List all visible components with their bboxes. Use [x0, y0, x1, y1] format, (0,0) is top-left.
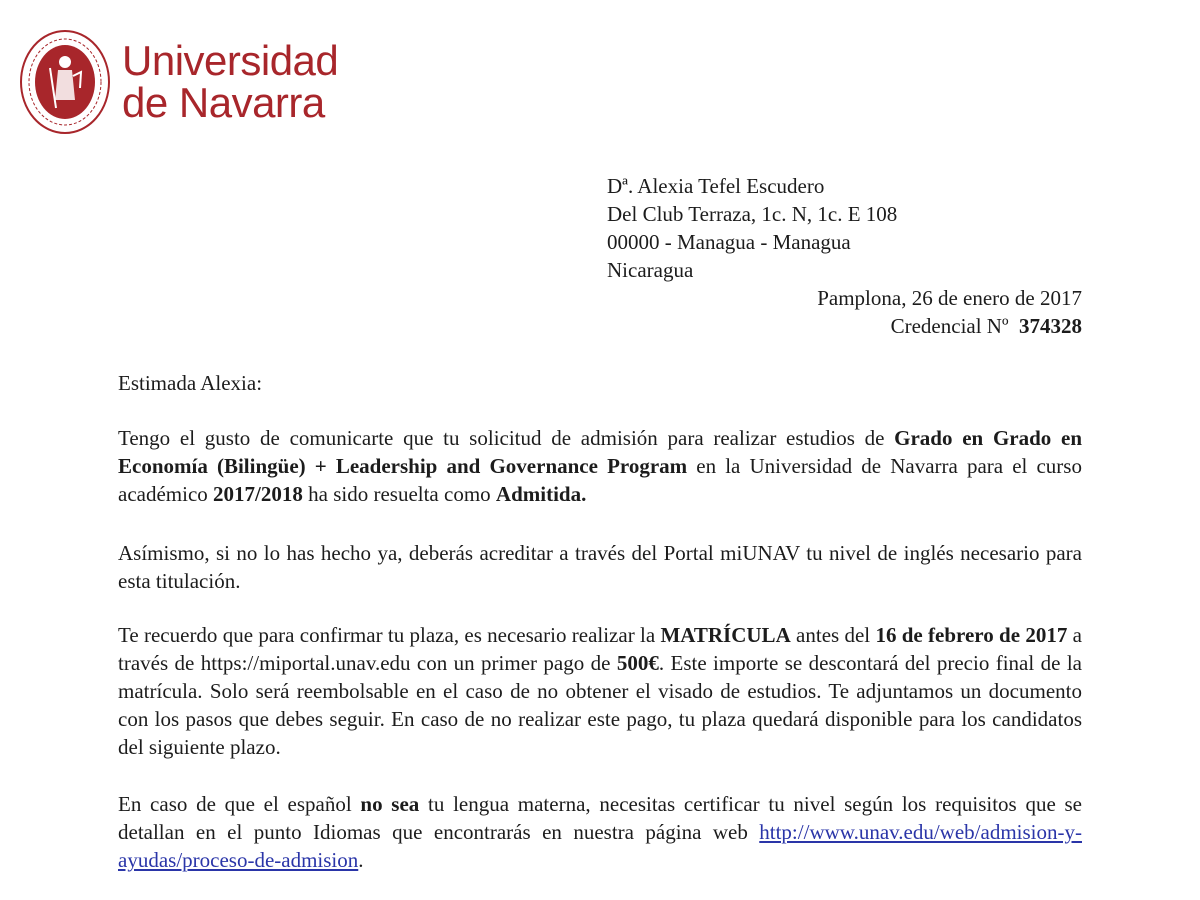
credential-number: 374328	[1019, 314, 1082, 338]
recipient-address	[607, 172, 897, 284]
credential	[817, 312, 1082, 340]
recipient-city: 00000 - Managua - Managua	[607, 230, 851, 254]
enrollment-keyword: MATRÍCULA	[660, 623, 791, 647]
text: en la Universidad de Navarra para el curso académico	[118, 454, 1082, 506]
recipient-name: Dª. Alexia Tefel Escudero	[607, 174, 825, 198]
academic-year: 2017/2018	[213, 482, 303, 506]
text: En caso de que el español	[118, 792, 361, 816]
logo-line-1: Universidad	[122, 37, 339, 84]
text: . Este importe se descontará del precio final de la matrícula. Solo será reembolsable en el caso de no obtener el visado de estudios. Te adjuntamos un documento con los pasos que debes seguir. En caso de no realizar este pago, tu plaza quedará disponible para los candidatos del siguiente plazo.	[118, 651, 1082, 759]
letter-meta	[817, 284, 1082, 340]
emphasis: no sea	[360, 792, 420, 816]
text: antes del	[790, 623, 876, 647]
recipient-country: Nicaragua	[607, 258, 694, 282]
text: .	[358, 848, 364, 872]
place-date: Pamplona, 26 de enero de 2017	[817, 286, 1082, 310]
text: a través de https://miportal.unav.edu con un primer pago de	[118, 623, 1082, 675]
salutation: Estimada Alexia:	[118, 371, 263, 395]
recipient-street: Del Club Terraza, 1c. N, 1c. E 108	[607, 202, 898, 226]
university-seal-icon	[18, 28, 112, 136]
enrollment-deadline: 16 de febrero de 2017	[875, 623, 1068, 647]
university-logo	[18, 28, 338, 136]
paragraph-spanish	[118, 790, 1082, 874]
paragraph-enrollment	[118, 621, 1082, 761]
text: Te recuerdo que para confirmar tu plaza, es necesario realizar la	[118, 623, 661, 647]
paragraph-admission	[118, 424, 1082, 508]
text: tu lengua materna, necesitas certificar tu nivel según los requisitos que se detallan en el punto Idiomas que encontrarás en nuestra página web	[118, 792, 1082, 844]
text: Tengo el gusto de comunicarte que tu solicitud de admisión para realizar estudios de	[118, 426, 895, 450]
text: ha sido resuelta como	[302, 482, 496, 506]
program-name: Grado en Grado en Economía (Bilingüe) + Leadership and Governance Program	[118, 426, 1083, 478]
credential-label: Credencial Nº	[890, 314, 1009, 338]
admission-status: Admitida.	[495, 482, 587, 506]
logo-line-2: de Navarra	[122, 79, 325, 126]
first-payment: 500€	[616, 651, 659, 675]
paragraph-english: Asímismo, si no lo has hecho ya, deberás acreditar a través del Portal miUNAV tu nivel de inglés necesario para esta titulación.	[118, 541, 1082, 593]
admission-process-link[interactable]: http://www.unav.edu/web/admision-y-ayudas/proceso-de-admision	[118, 820, 1082, 872]
